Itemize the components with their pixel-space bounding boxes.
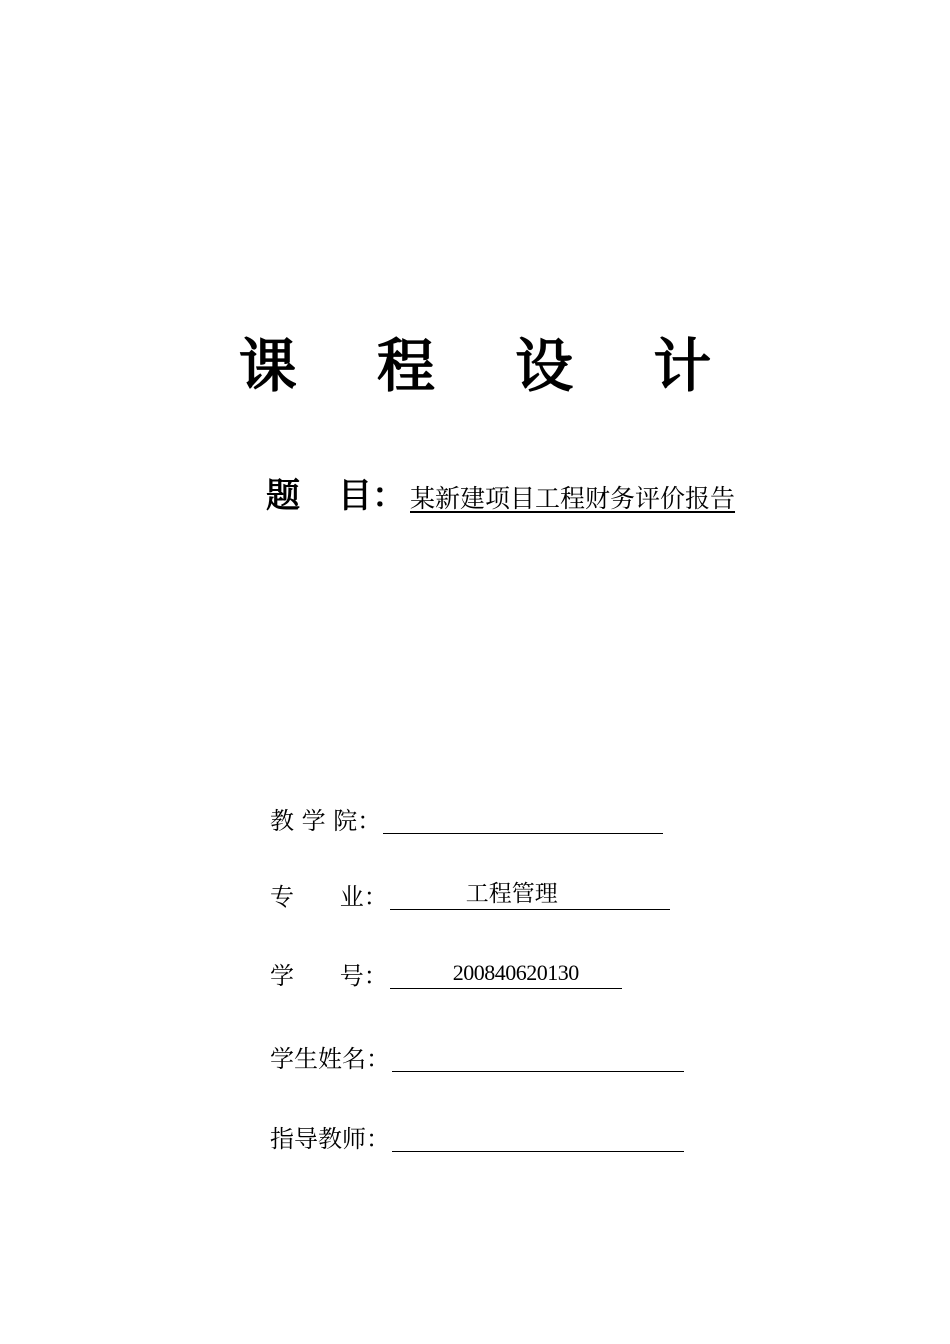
subject-label [266,468,406,517]
student-id-value: 200840620130 [452,960,579,985]
college-label: 教 学 院： [270,807,382,835]
subject-label-part1: 题 [266,476,300,516]
subject-label-part2: 目： [338,476,406,516]
student-id-line [390,956,622,989]
advisor-label: 指导教师： [270,1125,390,1153]
student-id-label: 学 号： [270,962,388,990]
major-label: 专 业： [270,883,388,911]
major-value: 工程管理 [465,881,558,907]
field-college [270,800,663,836]
field-advisor [270,1118,684,1154]
advisor-line [392,1119,684,1152]
college-line [383,801,663,834]
subject-value: 某新建项目工程财务评价报告 [410,484,736,513]
major-line [390,877,670,910]
page-title: 课 程 设 计 [238,332,742,400]
field-student-name [270,1038,684,1074]
field-major [270,876,670,912]
subject-row [266,468,736,516]
student-name-line [392,1039,684,1072]
student-name-label: 学生姓名： [270,1045,390,1073]
field-student-id [270,955,622,991]
